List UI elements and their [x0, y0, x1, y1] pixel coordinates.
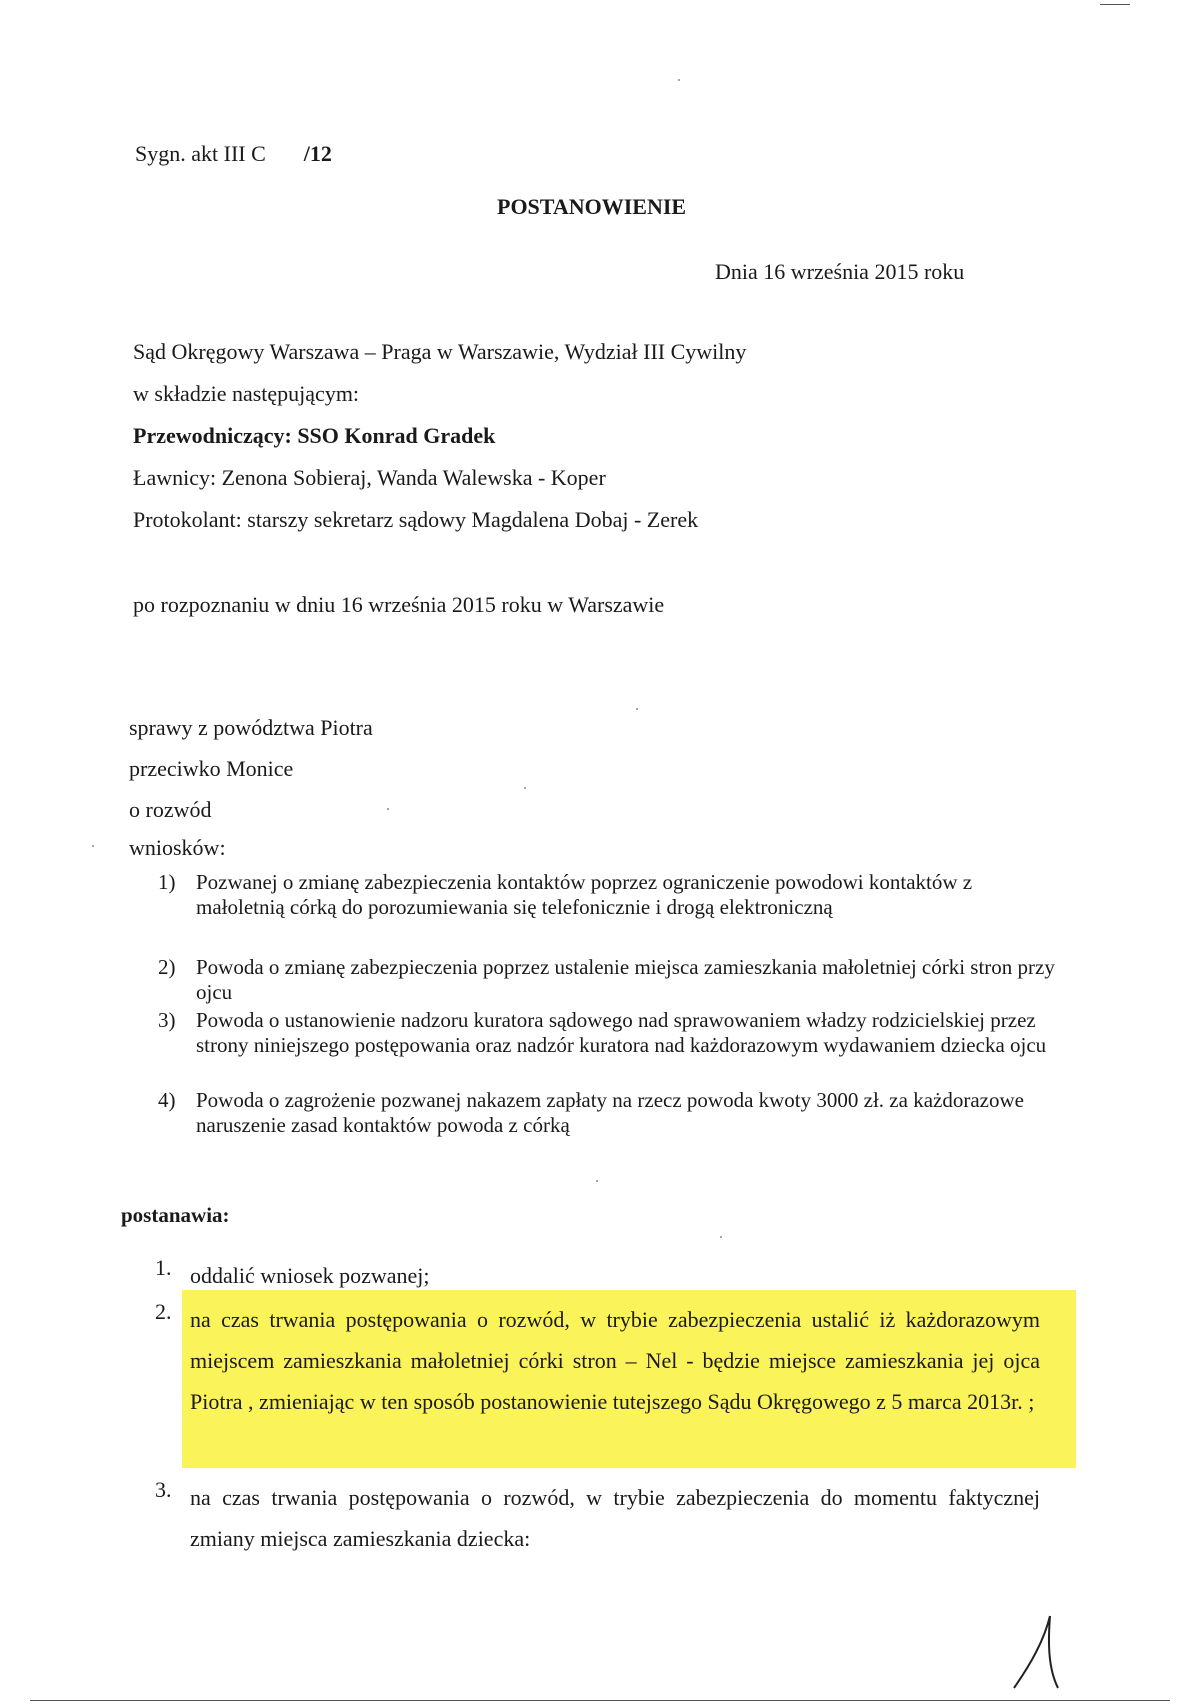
motion-text: Pozwanej o zmianę zabezpieczenia kontaktów poprzez ograniczenie powodowi kontaktów z małoletnią córką do porozumiewania się telefonicznie i drogą elektroniczną	[196, 870, 973, 919]
motions-label: wniosków:	[129, 835, 226, 860]
scan-speck	[720, 1236, 722, 1238]
case-signature-label: Sygn. akt III C	[135, 141, 266, 166]
case-claim: sprawy z powództwa Piotra	[129, 715, 373, 740]
scan-speck	[636, 708, 638, 710]
motion-text: Powoda o zmianę zabezpieczenia poprzez ustalenie miejsca zamieszkania małoletniej córki stron przy ojcu	[196, 955, 1055, 1004]
page-number	[1010, 1612, 1070, 1692]
order-number: 2.	[155, 1299, 172, 1324]
motion-number: 2)	[158, 955, 176, 979]
scan-speck	[524, 787, 526, 789]
scan-speck	[678, 79, 680, 81]
order-number: 1.	[155, 1255, 172, 1280]
lay-judges: Ławnicy: Zenona Sobieraj, Wanda Walewska - Koper	[133, 465, 606, 490]
court-composition-label: w składzie następującym:	[133, 381, 360, 406]
case-signature	[135, 141, 332, 167]
case-against: przeciwko Monice	[129, 756, 294, 781]
case-signature-number: /12	[303, 141, 332, 166]
case-subject: o rozwód	[129, 797, 212, 822]
order-number: 3.	[155, 1477, 172, 1502]
motion-number: 1)	[158, 870, 176, 894]
motion-text: Powoda o ustanowienie nadzoru kuratora sądowego nad sprawowaniem władzy rodzicielskiej przez strony niniejszego postępowania oraz nadzór kuratora nad każdorazowym wydawaniem dziecka ojcu	[196, 1008, 1047, 1057]
presiding-judge: Przewodniczący: SSO Konrad Gradek	[133, 423, 496, 448]
order-text: na czas trwania postępowania o rozwód, w trybie zabezpieczenia ustalić iż każdorazowym miejscem zamieszkania małoletniej córki stron – Nel - będzie miejsce zamieszkania jej ojca Piotra , zmieniając w ten sposób postanowienie tutejszego Sądu Okręgowego z 5 marca 2013r. ;	[190, 1307, 1040, 1414]
scan-speck	[387, 808, 389, 810]
decision-label: postanawia:	[121, 1203, 230, 1227]
scan-speck	[92, 845, 94, 847]
order-text: oddalić wniosek pozwanej;	[190, 1263, 430, 1288]
motion-text: Powoda o zagrożenie pozwanej nakazem zapłaty na rzecz powoda kwoty 3000 zł. za każdorazowe naruszenie zasad kontaktów powoda z córką	[196, 1088, 1024, 1137]
court-clerk: Protokolant: starszy sekretarz sądowy Magdalena Dobaj - Zerek	[133, 507, 699, 532]
bottom-scan-border	[30, 1700, 1170, 1701]
order-text: na czas trwania postępowania o rozwód, w trybie zabezpieczenia do momentu faktycznej zmiany miejsca zamieszkania dziecka:	[190, 1485, 1040, 1551]
top-scan-mark	[1100, 4, 1130, 5]
motion-number: 4)	[158, 1088, 176, 1112]
hearing-info: po rozpoznaniu w dniu 16 września 2015 roku w Warszawie	[133, 592, 665, 617]
document-title: POSTANOWIENIE	[497, 194, 687, 219]
motion-number: 3)	[158, 1008, 176, 1032]
scan-speck	[596, 1180, 598, 1182]
court-name: Sąd Okręgowy Warszawa – Praga w Warszawie, Wydział III Cywilny	[133, 339, 747, 364]
document-date: Dnia 16 września 2015 roku	[715, 259, 965, 284]
